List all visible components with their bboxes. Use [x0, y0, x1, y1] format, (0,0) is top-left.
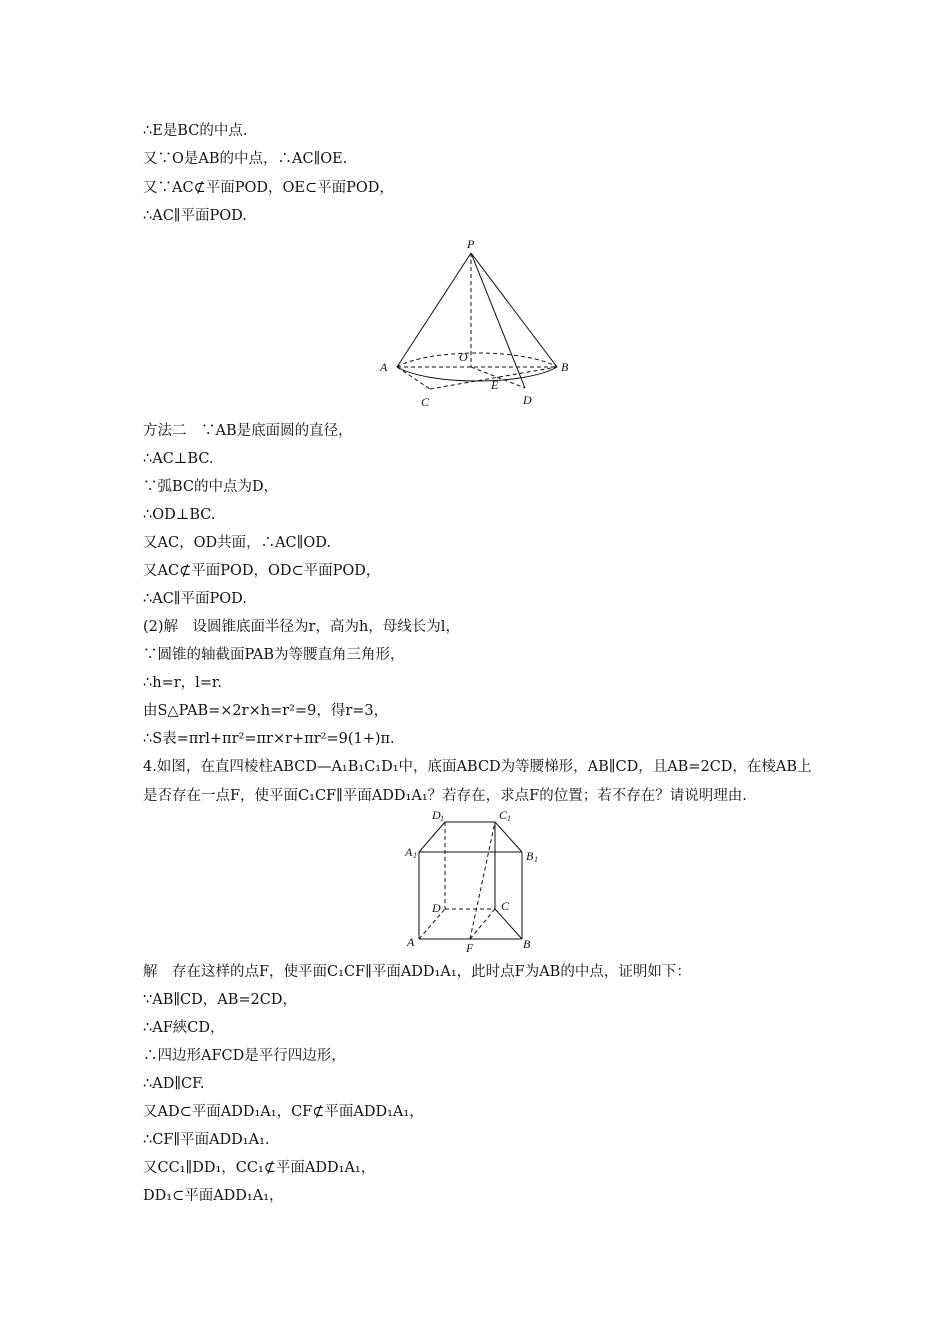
text-line: 是否存在一点F，使平面C₁CF∥平面ADD₁A₁？若存在，求点F的位置；若不存在？请说明理由. — [143, 788, 747, 804]
text-line: ∴AC⊥BC. — [143, 451, 214, 467]
text-line: 由S△PAB=×2r×h=r²=9，得r=3， — [143, 703, 389, 719]
label-C1: C — [499, 808, 508, 822]
label-O: O — [459, 350, 468, 364]
label-D: D — [523, 393, 532, 407]
label-D1: D — [432, 808, 441, 822]
label-A1: A — [405, 845, 413, 859]
label-D: D — [432, 901, 441, 915]
text-line: 又∵AC⊄平面POD，OE⊂平面POD， — [143, 180, 394, 196]
text-line: DD₁⊂平面ADD₁A₁， — [143, 1188, 284, 1204]
text-line: 解 存在这样的点F，使平面C₁CF∥平面ADD₁A₁，此时点F为AB的中点，证明如下： — [143, 964, 691, 980]
text-line: ∴OD⊥BC. — [143, 507, 216, 523]
text-line: ∴h=r，l=r. — [143, 675, 222, 691]
label-F: F — [466, 941, 474, 955]
cone-figure — [375, 236, 575, 414]
text-line: ∴CF∥平面ADD₁A₁. — [143, 1132, 270, 1148]
text-line: ∴S表=πrl+πr²=πr×r+πr²=9(1+)π. — [143, 731, 395, 747]
text-line: ∴AC∥平面POD. — [143, 591, 247, 607]
label-A: A — [407, 935, 415, 949]
text-line: ∴E是BC的中点. — [143, 123, 248, 139]
text-line: 4.如图，在直四棱柱ABCD—A₁B₁C₁D₁中，底面ABCD为等腰梯形，AB∥CD，且AB=2CD，在棱AB上 — [143, 759, 812, 775]
label-B1: B — [526, 849, 534, 863]
label-C: C — [501, 899, 510, 913]
text-line: (2)解 设圆锥底面半径为r，高为h，母线长为l， — [143, 619, 460, 635]
text-line: ∴AD∥CF. — [143, 1076, 205, 1092]
text-line: 又∵O是AB的中点，∴AC∥OE. — [143, 151, 348, 167]
text-line: ∵弧BC的中点为D， — [143, 479, 279, 495]
label-B: B — [561, 360, 569, 374]
label-P: P — [467, 237, 475, 251]
label-E: E — [491, 378, 499, 392]
svg-text:1: 1 — [534, 855, 538, 864]
svg-text:1: 1 — [507, 814, 511, 823]
text-line: 又AD⊂平面ADD₁A₁，CF⊄平面ADD₁A₁， — [143, 1104, 424, 1120]
text-line: 方法二 ∵AB是底面圆的直径， — [143, 423, 353, 439]
svg-text:1: 1 — [440, 814, 444, 823]
text-line: 又AC，OD共面，∴AC∥OD. — [143, 535, 331, 551]
label-B: B — [523, 937, 531, 951]
text-line: ∴AF綊CD， — [143, 1020, 225, 1036]
text-line: ∵圆锥的轴截面PAB为等腰直角三角形， — [143, 647, 405, 663]
text-line: 又CC₁∥DD₁，CC₁⊄平面ADD₁A₁， — [143, 1160, 376, 1176]
text-line: 又AC⊄平面POD，OD⊂平面POD， — [143, 563, 381, 579]
label-C: C — [421, 395, 430, 409]
text-line: ∴AC∥平面POD. — [143, 208, 247, 224]
text-line: ∴四边形AFCD是平行四边形， — [143, 1048, 346, 1064]
text-line: ∵AB∥CD，AB=2CD， — [143, 992, 297, 1008]
svg-text:1: 1 — [413, 851, 417, 860]
label-A: A — [380, 360, 388, 374]
prism-figure — [400, 806, 550, 956]
